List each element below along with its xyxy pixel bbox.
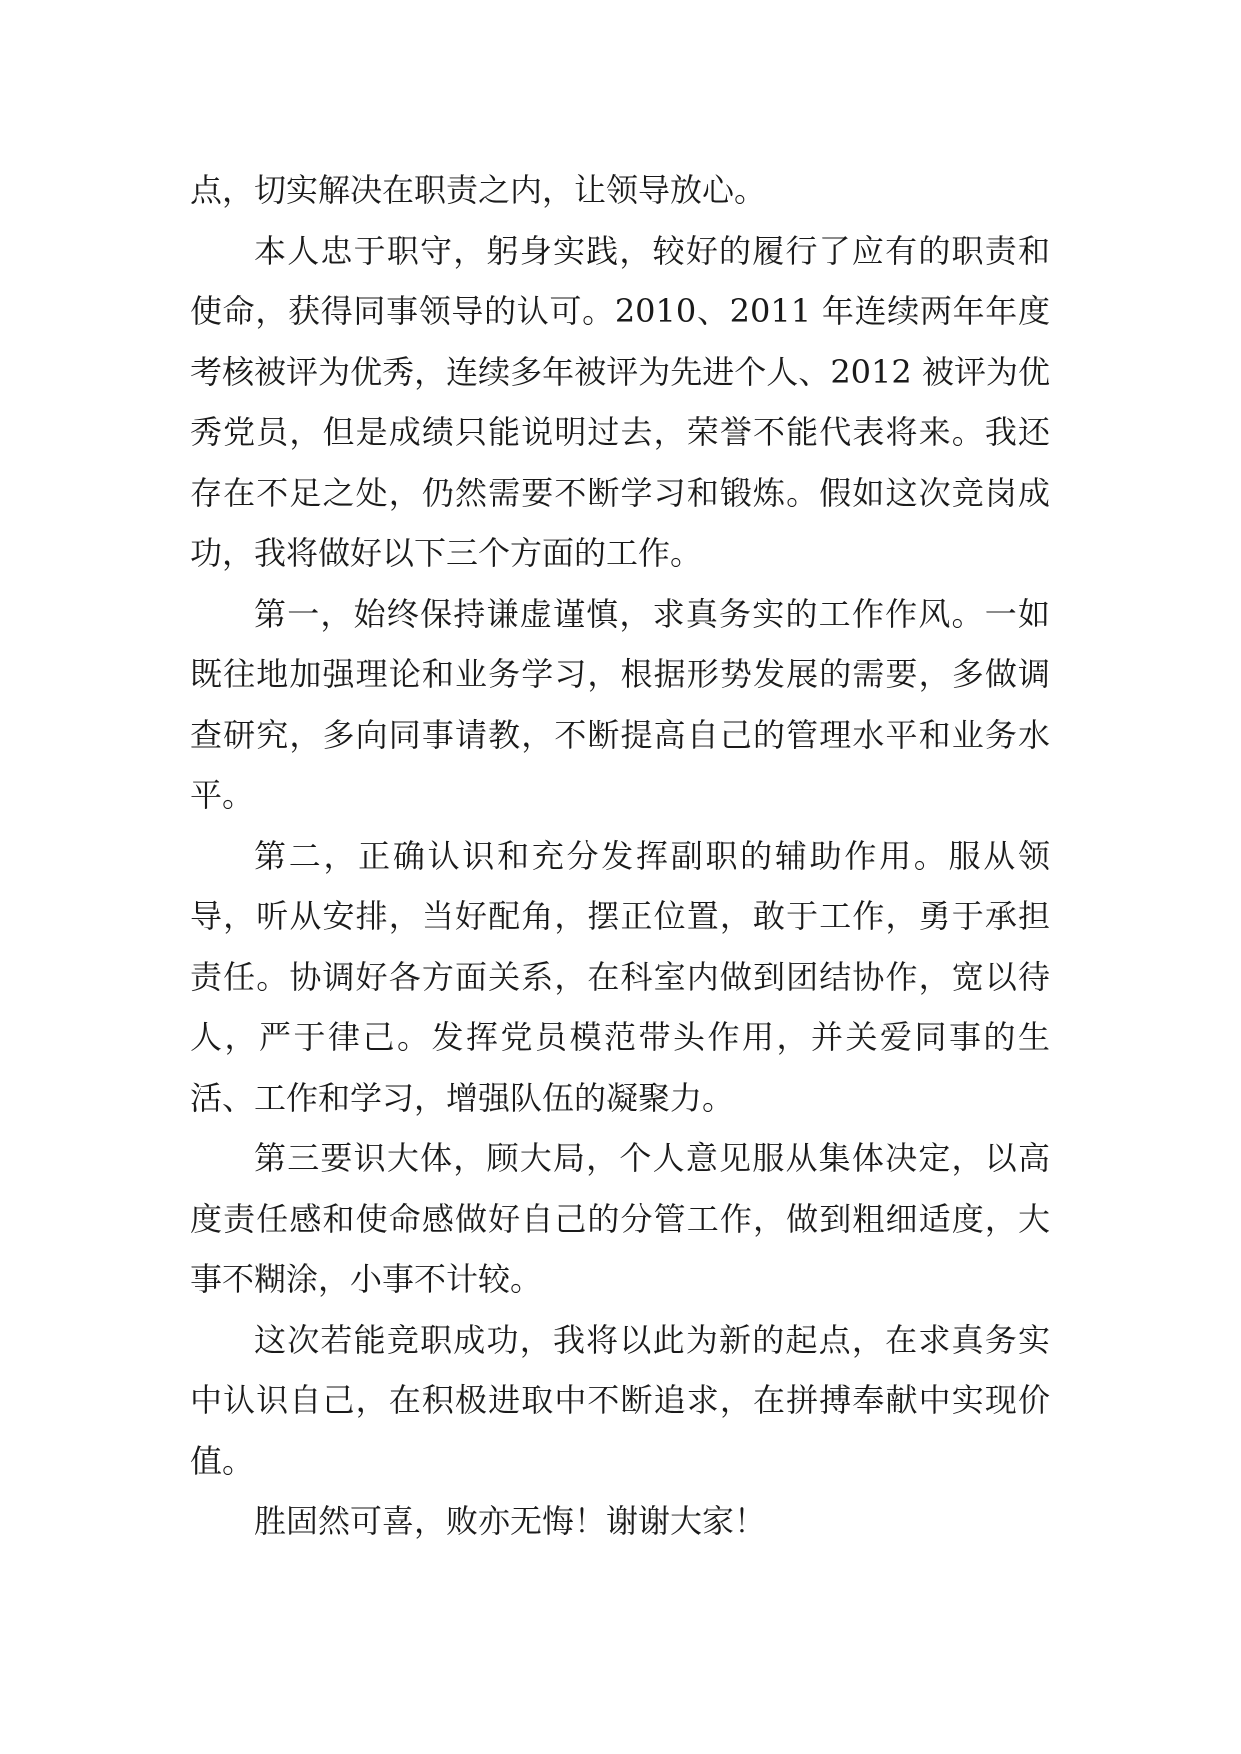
- paragraph-closing: 胜固然可喜，败亦无悔！谢谢大家！: [254, 1502, 767, 1540]
- paragraph-point-one: 第一，始终保持谦虚谨慎，求真务实的工作作风。一如既往地加强理论和业务学习，根据形势发展的需要，多做调查研究，多向同事请教，不断提高自己的管理水平和业务水平。: [190, 594, 1050, 814]
- paragraph-conclusion: 这次若能竞职成功，我将以此为新的起点，在求真务实中认识自己，在积极进取中不断追求，在拼搏奉献中实现价值。: [190, 1320, 1050, 1480]
- document-body: [190, 160, 1050, 1552]
- paragraph-point-three: 第三要识大体，顾大局，个人意见服从集体决定，以高度责任感和使命感做好自己的分管工作，做到粗细适度，大事不糊涂，小事不计较。: [190, 1139, 1050, 1298]
- paragraph-continuation: 点，切实解决在职责之内，让领导放心。: [190, 171, 767, 209]
- paragraph-point-two: 第二，正确认识和充分发挥副职的辅助作用。服从领导，听从安排，当好配角，摆正位置，敢于工作，勇于承担责任。协调好各方面关系，在科室内做到团结协作，宽以待人，严于律己。发挥党员模范带头作用，并关爱同事的生活、工作和学习，增强队伍的凝聚力。: [190, 836, 1050, 1117]
- paragraph-self-assessment: 本人忠于职守，躬身实践，较好的履行了应有的职责和使命，获得同事领导的认可。2010、2011 年连续两年年度考核被评为优秀，连续多年被评为先进个人、2012 被评为优秀党员，但是成绩只能说明过去，荣誉不能代表将来。我还存在不足之处，仍然需要不断学习和锻炼。假如这次竞岗成功，我将做好以下三个方面的工作。: [190, 231, 1050, 572]
